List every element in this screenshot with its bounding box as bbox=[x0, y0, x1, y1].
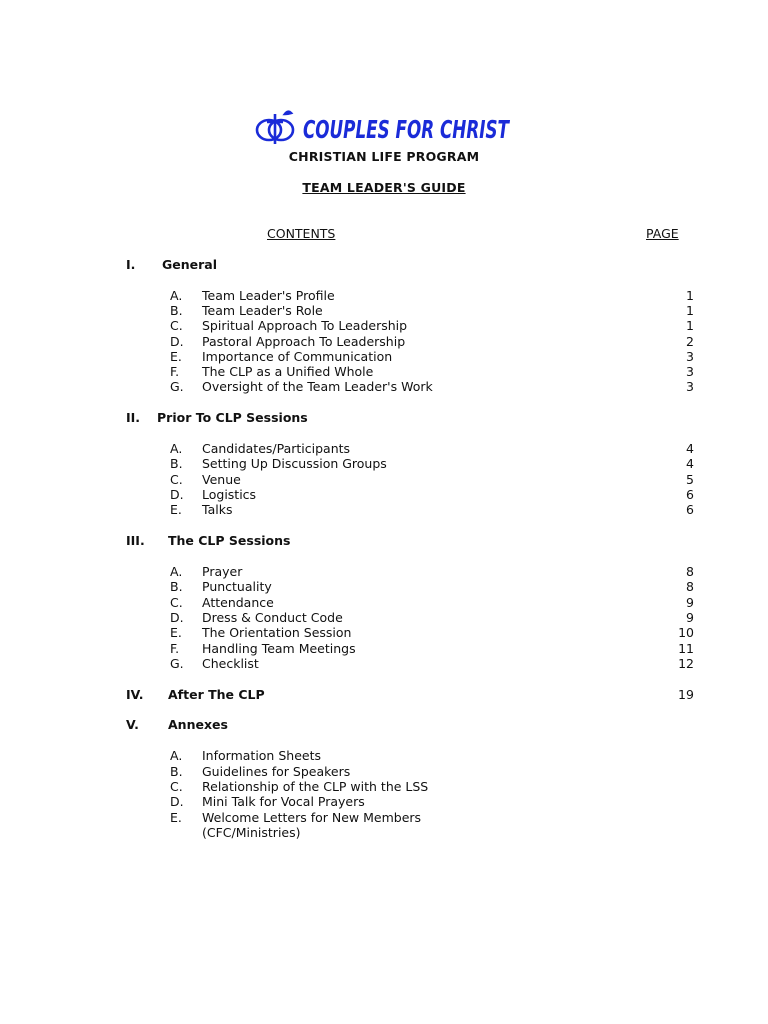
toc-item: D. Pastoral Approach To Leadership 2 bbox=[170, 334, 694, 349]
program-title: CHRISTIAN LIFE PROGRAM bbox=[288, 149, 480, 164]
toc-item: A. Information Sheets bbox=[170, 748, 321, 763]
toc-item: D. Mini Talk for Vocal Prayers bbox=[170, 794, 365, 809]
cfc-emblem-icon bbox=[257, 112, 293, 144]
toc-item: B. Punctuality 8 bbox=[170, 579, 694, 594]
toc-item: G. Oversight of the Team Leader's Work 3 bbox=[170, 379, 694, 394]
guide-title: TEAM LEADER'S GUIDE bbox=[302, 180, 466, 195]
toc-item: D. Logistics 6 bbox=[170, 487, 694, 502]
toc-item-continuation: (CFC/Ministries) bbox=[202, 825, 301, 840]
toc-item: F. Handling Team Meetings 11 bbox=[170, 641, 694, 656]
section-page-number: 19 bbox=[678, 687, 694, 702]
toc-item: F. The CLP as a Unified Whole 3 bbox=[170, 364, 694, 379]
toc-item: G. Checklist 12 bbox=[170, 656, 694, 671]
toc-item: B. Setting Up Discussion Groups 4 bbox=[170, 456, 694, 471]
toc-item: D. Dress & Conduct Code 9 bbox=[170, 610, 694, 625]
section-heading: III. The CLP Sessions bbox=[126, 533, 291, 548]
toc-item: B. Guidelines for Speakers bbox=[170, 764, 351, 779]
toc-item: A. Prayer 8 bbox=[170, 564, 694, 579]
section-heading: II. Prior To CLP Sessions bbox=[126, 410, 308, 425]
section-heading: IV. After The CLP 19 bbox=[126, 687, 694, 702]
contents-header: CONTENTS bbox=[267, 226, 336, 241]
page-header: PAGE bbox=[646, 226, 679, 241]
toc-item: C. Attendance 9 bbox=[170, 595, 694, 610]
logo-text: COUPLES FOR CHRIST bbox=[303, 115, 511, 144]
toc-item: B. Team Leader's Role 1 bbox=[170, 303, 694, 318]
section-heading: V. Annexes bbox=[126, 717, 228, 732]
toc-item: A. Team Leader's Profile 1 bbox=[170, 288, 694, 303]
toc-item: E. Talks 6 bbox=[170, 502, 694, 517]
section-heading: I. General bbox=[126, 257, 217, 272]
toc-item: C. Venue 5 bbox=[170, 472, 694, 487]
toc-item: A. Candidates/Participants 4 bbox=[170, 441, 694, 456]
toc-item: C. Spiritual Approach To Leadership 1 bbox=[170, 318, 694, 333]
toc-item: C. Relationship of the CLP with the LSS bbox=[170, 779, 429, 794]
toc-item: E. The Orientation Session 10 bbox=[170, 625, 694, 640]
toc-item: E. Importance of Communication 3 bbox=[170, 349, 694, 364]
cfc-logo bbox=[251, 108, 513, 148]
toc-item: E. Welcome Letters for New Members bbox=[170, 810, 422, 825]
